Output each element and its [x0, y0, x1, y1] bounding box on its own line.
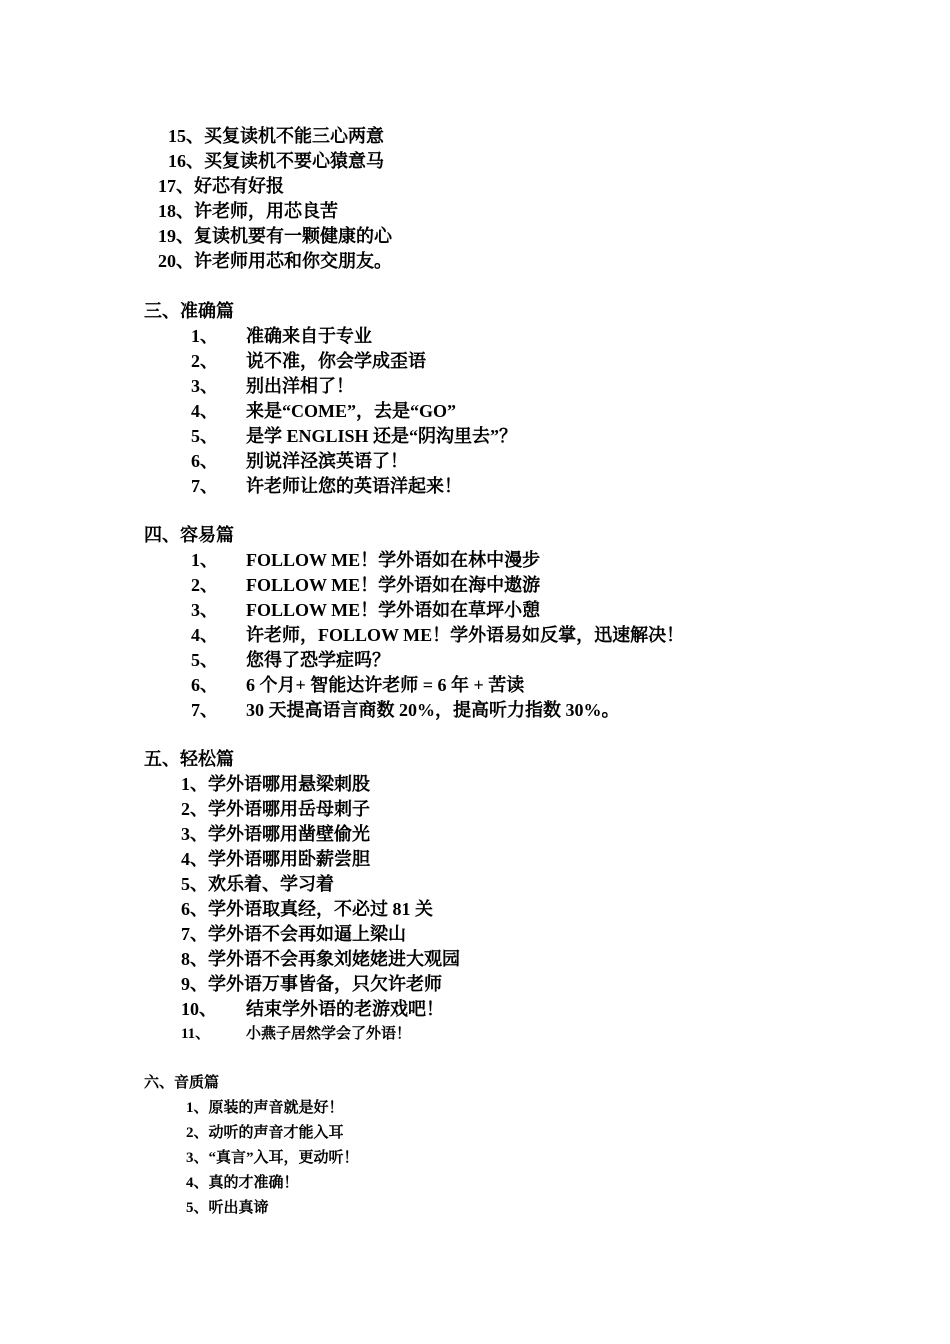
list-item: 4、学外语哪用卧薪尝胆 [181, 849, 370, 869]
list-item: 15、买复读机不能三心两意 [168, 126, 384, 146]
list-item-number: 4、 [191, 401, 218, 421]
list-item: 别说洋泾滨英语了！ [246, 451, 408, 471]
list-item: FOLLOW ME！学外语如在海中遨游 [246, 575, 541, 595]
list-item: 5、听出真谛 [186, 1200, 269, 1216]
list-item-number: 7、 [191, 700, 218, 720]
list-item: 8、学外语不会再象刘姥姥进大观园 [181, 949, 460, 969]
list-item: 7、学外语不会再如逼上梁山 [181, 924, 406, 944]
list-item: 2、动听的声音才能入耳 [186, 1125, 344, 1141]
list-item: 5、欢乐着、学习着 [181, 874, 334, 894]
list-item: 17、好芯有好报 [158, 176, 284, 196]
section-heading: 三、准确篇 [144, 301, 234, 321]
list-item: 是学 ENGLISH 还是“阴沟里去”？ [246, 426, 518, 446]
list-item-number: 3、 [191, 376, 218, 396]
list-item: 说不准，你会学成歪语 [246, 351, 426, 371]
list-item: 许老师让您的英语洋起来！ [246, 476, 462, 496]
list-item: 30 天提高语言商数 20%，提高听力指数 30%。 [246, 700, 620, 720]
list-item-number: 11、 [181, 1026, 211, 1042]
list-item: 19、复读机要有一颗健康的心 [158, 226, 392, 246]
list-item: 16、买复读机不要心猿意马 [168, 151, 384, 171]
list-item-number: 10、 [181, 999, 217, 1019]
list-item-number: 5、 [191, 650, 218, 670]
list-item: FOLLOW ME！学外语如在林中漫步 [246, 550, 541, 570]
list-item: 6、学外语取真经，不必过 81 关 [181, 899, 433, 919]
list-item-number: 4、 [191, 625, 218, 645]
section-heading: 五、轻松篇 [144, 749, 234, 769]
list-item-number: 3、 [191, 600, 218, 620]
list-item-number: 7、 [191, 476, 218, 496]
list-item: 别出洋相了！ [246, 376, 354, 396]
list-item: 1、学外语哪用悬梁刺股 [181, 774, 370, 794]
list-item: 2、学外语哪用岳母刺子 [181, 799, 370, 819]
list-item-number: 6、 [191, 451, 218, 471]
list-item: 9、学外语万事皆备，只欠许老师 [181, 974, 442, 994]
list-item-number: 1、 [191, 326, 218, 346]
list-item: 18、许老师，用芯良苦 [158, 201, 338, 221]
list-item: 3、“真言”入耳，更动听！ [186, 1150, 359, 1166]
list-item: 6 个月+ 智能达许老师 = 6 年 + 苦读 [246, 675, 525, 695]
list-item-number: 6、 [191, 675, 218, 695]
list-item: 准确来自于专业 [246, 326, 372, 346]
list-item: 您得了恐学症吗？ [246, 650, 390, 670]
list-item-number: 2、 [191, 575, 218, 595]
list-item: 结束学外语的老游戏吧！ [246, 999, 444, 1019]
list-item: 来是“COME”，去是“GO” [246, 401, 456, 421]
list-item: 4、真的才准确！ [186, 1175, 299, 1191]
section-heading: 四、容易篇 [144, 525, 234, 545]
list-item-number: 5、 [191, 426, 218, 446]
list-item: 许老师，FOLLOW ME！学外语易如反掌，迅速解决！ [246, 625, 685, 645]
section-heading: 六、音质篇 [144, 1075, 220, 1091]
list-item: 小燕子居然学会了外语！ [246, 1026, 412, 1042]
list-item-number: 2、 [191, 351, 218, 371]
list-item: FOLLOW ME！学外语如在草坪小憩 [246, 600, 541, 620]
list-item-number: 1、 [191, 550, 218, 570]
list-item: 20、许老师用芯和你交朋友。 [158, 251, 392, 271]
list-item: 3、学外语哪用凿壁偷光 [181, 824, 370, 844]
list-item: 1、原装的声音就是好！ [186, 1100, 344, 1116]
